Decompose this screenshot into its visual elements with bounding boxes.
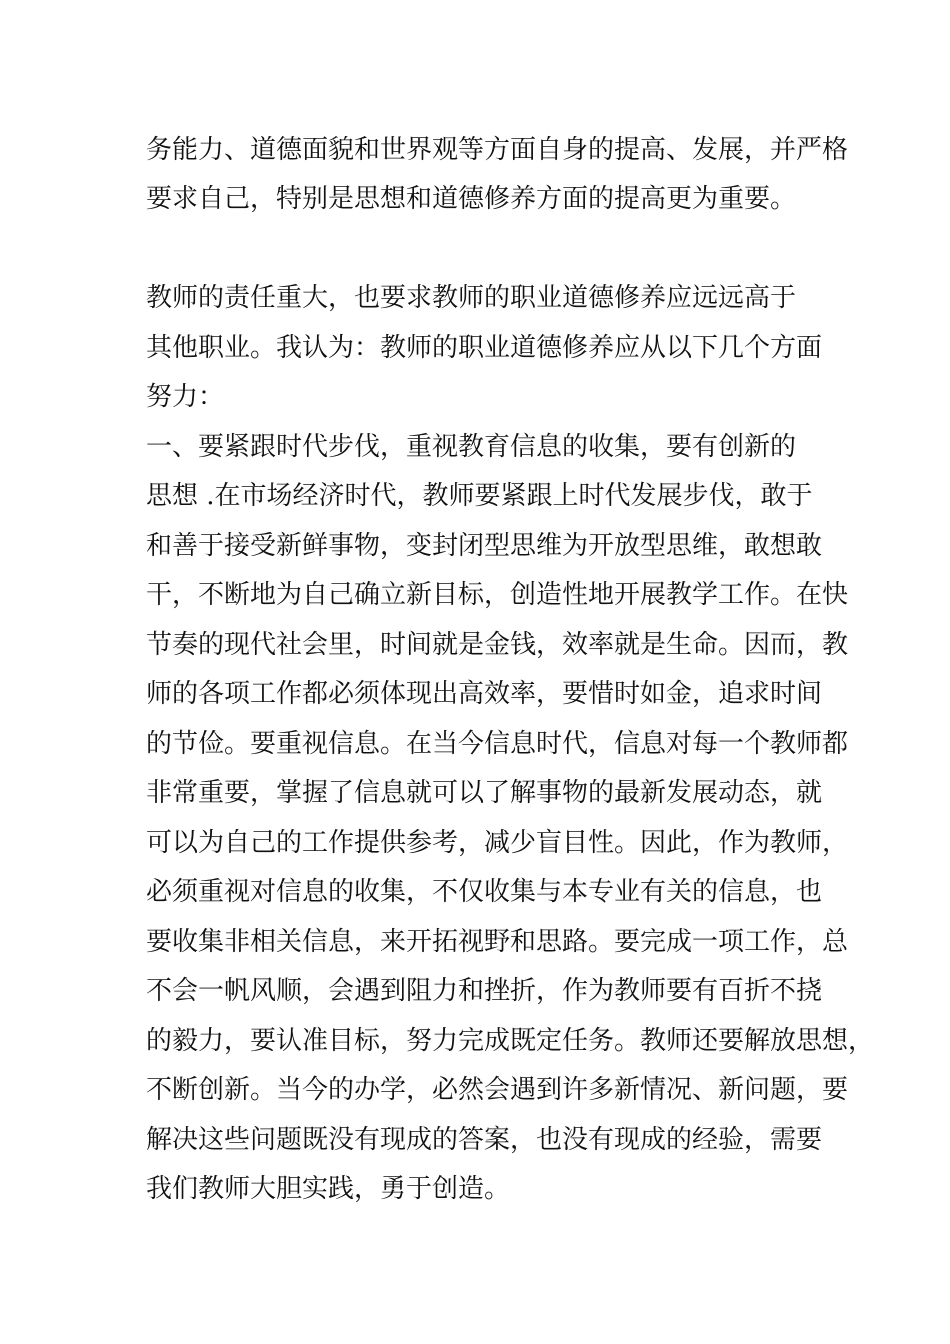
text-line: 的节俭。要重视信息。在当今信息时代，信息对每一个教师都 xyxy=(146,729,849,759)
paragraph-first-line: 一、要紧跟时代步伐，重视教育信息的收集，要有创新的 xyxy=(146,432,797,462)
text-line: 可以为自己的工作提供参考，减少盲目性。因此，作为教师， xyxy=(146,828,849,858)
text-line: 和善于接受新鲜事物，变封闭型思维为开放型思维，敢想敢 xyxy=(146,531,823,561)
text-line: 思想 .在市场经济时代，教师要紧跟上时代发展步伐，敢于 xyxy=(146,481,813,511)
text-line: 师的各项工作都必须体现出高效率，要惜时如金，追求时间 xyxy=(146,679,823,709)
text-line: 必须重视对信息的收集，不仅收集与本专业有关的信息，也 xyxy=(146,877,823,907)
text-line: 不会一帆风顺，会遇到阻力和挫折，作为教师要有百折不挠 xyxy=(146,976,823,1006)
text-line: 节奏的现代社会里，时间就是金钱，效率就是生命。因而，教 xyxy=(146,630,849,660)
text-line: 非常重要，掌握了信息就可以了解事物的最新发展动态，就 xyxy=(146,778,823,808)
text-line: 的毅力，要认准目标，努力完成既定任务。教师还要解放思想， xyxy=(146,1026,875,1056)
text-line: 干，不断地为自己确立新目标，创造性地开展教学工作。在快 xyxy=(146,580,849,610)
text-line: 务能力、道德面貌和世界观等方面自身的提高、发展，并严格 xyxy=(146,135,849,165)
text-line: 我们教师大胆实践，勇于创造。 xyxy=(146,1174,511,1204)
text-line: 要求自己，特别是思想和道德修养方面的提高更为重要。 xyxy=(146,184,797,214)
text-line: 努力： xyxy=(146,382,225,412)
paragraph-first-line: 教师的责任重大，也要求教师的职业道德修养应远远高于 xyxy=(146,283,797,313)
text-line: 不断创新。当今的办学，必然会遇到许多新情况、新问题，要 xyxy=(146,1075,849,1105)
text-line: 其他职业。我认为：教师的职业道德修养应从以下几个方面 xyxy=(146,333,823,363)
text-line: 要收集非相关信息，来开拓视野和思路。要完成一项工作，总 xyxy=(146,927,849,957)
text-line: 解决这些问题既没有现成的答案，也没有现成的经验，需要 xyxy=(146,1125,823,1155)
